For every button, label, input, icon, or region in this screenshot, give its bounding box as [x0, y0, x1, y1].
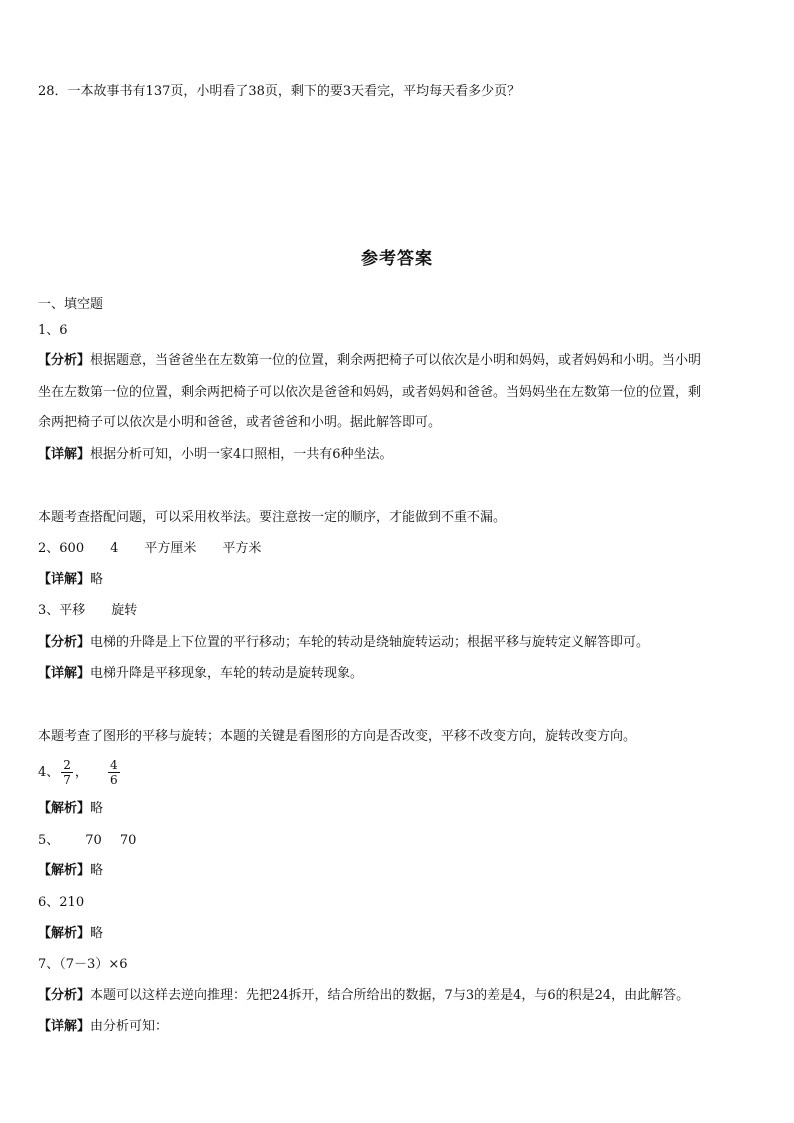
- answer-4-number: 4、: [38, 765, 60, 780]
- answer-7-number: 7、（7－3）×6: [38, 957, 128, 972]
- answer-5-number: 5、: [38, 833, 60, 848]
- fraction-2-numerator: 4: [109, 758, 118, 772]
- answer-7-detail: [38, 1018, 168, 1036]
- fraction-1: [61, 758, 73, 787]
- answer-5-explanation: [38, 862, 103, 880]
- answer-3-analysis: [38, 634, 649, 652]
- answer-4-explanation: [38, 800, 103, 818]
- answer-3-value-2: 旋转: [111, 603, 138, 618]
- answer-1-analysis-line-1: [38, 352, 701, 370]
- answer-2-values: [38, 540, 261, 558]
- explanation-text: 略: [90, 926, 104, 941]
- answer-5-values: [38, 832, 136, 850]
- detail-text: 根据分析可知，小明一家4口照相，一共有6种坐法。: [90, 447, 393, 462]
- answer-3-values: [38, 602, 137, 620]
- analysis-tag: 【分析】: [38, 353, 91, 368]
- question-28: 28．一本故事书有137页，小明看了38页，剩下的要3天看完，平均每天看多少页？: [38, 84, 521, 99]
- fraction-2: [108, 758, 120, 787]
- analysis-text: 本题可以这样去逆向推理：先把24拆开，结合所给出的数据，7与3的差是4，与6的积是24，由此解答。: [90, 988, 690, 1003]
- section-heading-fill-blank: 一、填空题: [38, 297, 104, 312]
- fraction-1-numerator: 2: [63, 758, 71, 772]
- page-title: 参考答案: [361, 249, 433, 269]
- analysis-tag: 【分析】: [38, 988, 91, 1003]
- answer-1-detail: [38, 446, 393, 464]
- answer-3-detail: [38, 665, 363, 683]
- explanation-text: 略: [90, 801, 104, 816]
- answer-2-value-3: 平方厘米: [144, 541, 197, 556]
- answer-1-number: 1、6: [38, 323, 68, 338]
- answer-3-note: 本题考查了图形的平移与旋转；本题的关键是看图形的方向是否改变，平移不改变方向，旋转改变方向。: [38, 729, 637, 744]
- separator: ，: [74, 765, 88, 780]
- answer-1-analysis-line-2: 坐在左数第一位的位置，剩余两把椅子可以依次是爸爸和妈妈，或者妈妈和爸爸。当妈妈坐在左数第一位的位置，剩: [38, 385, 702, 400]
- answer-2-detail: [38, 571, 103, 589]
- answer-5-value-2: 70: [119, 833, 137, 848]
- fraction-1-denominator: 7: [63, 773, 71, 787]
- explanation-tag: 【解析】: [38, 801, 91, 816]
- answer-2-value-1: 2、600: [38, 541, 85, 556]
- answer-1-analysis-line-3: 余两把椅子可以依次是小明和爸爸，或者爸爸和小明。据此解答即可。: [38, 415, 442, 430]
- explanation-text: 略: [90, 863, 104, 878]
- detail-tag: 【详解】: [38, 447, 91, 462]
- answer-2-value-4: 平方米: [222, 541, 262, 556]
- detail-text: 略: [90, 572, 104, 587]
- answer-2-value-2: 4: [110, 541, 119, 556]
- analysis-text: 根据题意，当爸爸坐在左数第一位的位置，剩余两把椅子可以依次是小明和妈妈，或者妈妈和小明。当小明: [90, 353, 702, 368]
- fraction-2-denominator: 6: [109, 773, 118, 787]
- explanation-tag: 【解析】: [38, 926, 91, 941]
- analysis-tag: 【分析】: [38, 635, 91, 650]
- analysis-text: 电梯的升降是上下位置的平行移动；车轮的转动是绕轴旋转运动；根据平移与旋转定义解答即可。: [90, 635, 650, 650]
- answer-6-number: 6、210: [38, 895, 85, 910]
- answer-6-explanation: [38, 925, 103, 943]
- answer-5-value-1: 70: [85, 833, 102, 848]
- detail-text: 电梯升降是平移现象，车轮的转动是旋转现象。: [90, 666, 364, 681]
- detail-tag: 【详解】: [38, 1019, 91, 1034]
- detail-tag: 【详解】: [38, 666, 91, 681]
- detail-tag: 【详解】: [38, 572, 91, 587]
- answer-3-value-1: 3、平移: [38, 603, 86, 618]
- answer-7-analysis: [38, 987, 689, 1005]
- answer-1-note: 本题考查搭配问题，可以采用枚举法。要注意按一定的顺序，才能做到不重不漏。: [38, 510, 507, 525]
- detail-text: 由分析可知：: [90, 1019, 169, 1034]
- explanation-tag: 【解析】: [38, 863, 91, 878]
- answer-4-values: [38, 756, 122, 790]
